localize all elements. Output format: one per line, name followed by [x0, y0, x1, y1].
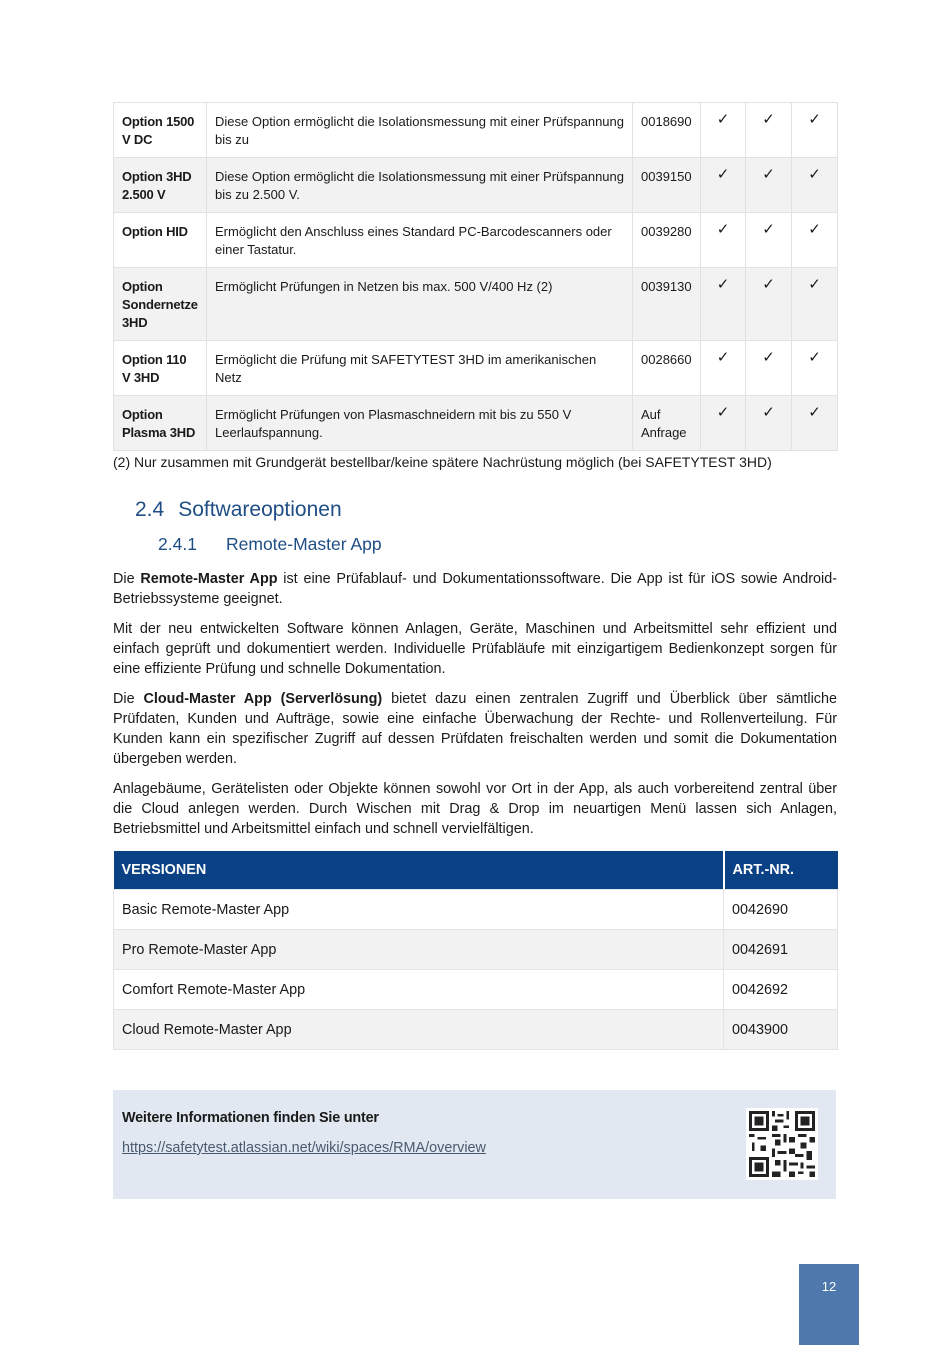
- table-row: [114, 890, 838, 930]
- paragraph-text: Die: [113, 691, 144, 707]
- section-heading: [135, 498, 837, 522]
- check-icon: ✓: [792, 213, 838, 268]
- version-name: Basic Remote-Master App: [114, 890, 724, 930]
- check-icon: ✓: [746, 103, 792, 158]
- check-icon: ✓: [701, 158, 746, 213]
- page-content: [113, 102, 837, 1050]
- check-icon: ✓: [701, 268, 746, 341]
- option-description: Diese Option ermöglicht die Isolationsmessung mit einer Prüfspannung bis zu: [207, 103, 633, 158]
- check-icon: ✓: [701, 341, 746, 396]
- option-name: Option Sondernetze 3HD: [114, 268, 207, 341]
- subsection-number: 2.4.1: [158, 534, 197, 554]
- check-icon: ✓: [746, 341, 792, 396]
- paragraph-intro: [113, 569, 837, 609]
- check-icon: ✓: [792, 103, 838, 158]
- check-icon: ✓: [792, 341, 838, 396]
- article-number: 0039280: [633, 213, 701, 268]
- option-name: Option 1500 V DC: [114, 103, 207, 158]
- info-box: [113, 1090, 836, 1199]
- paragraph-text: ist eine Prüfablauf- und Dokumentationssoftware. Die App ist für iOS sowie Android-Betriebssysteme geeignet.: [113, 571, 837, 607]
- table-row: [114, 1010, 838, 1050]
- info-link[interactable]: https://safetytest.atlassian.net/wiki/spaces/RMA/overview: [122, 1140, 486, 1156]
- table-row: [114, 268, 838, 341]
- paragraph-text: bietet dazu einen zentralen Zugriff und Überblick über sämtliche Prüfdaten, Kunden und Aufträge, sowie eine einfache Überwachung der Rechte- und Rollenverteilung. Für Kunden kann ein spezifischer Zugriff auf dessen Prüfdaten freischalten werden und somit die Dokumentation übergeben werden.: [113, 691, 838, 767]
- check-icon: ✓: [701, 103, 746, 158]
- option-description: Ermöglicht Prüfungen in Netzen bis max. 500 V/400 Hz (2): [207, 268, 633, 341]
- option-name: Option 3HD 2.500 V: [114, 158, 207, 213]
- article-number: 0028660: [633, 341, 701, 396]
- info-title: Weitere Informationen finden Sie unter: [122, 1110, 379, 1126]
- option-name: Option HID: [114, 213, 207, 268]
- option-description: Diese Option ermöglicht die Isolationsmessung mit einer Prüfspannung bis zu 2.500 V.: [207, 158, 633, 213]
- page-number: 12: [821, 1279, 837, 1294]
- footnote: (2) Nur zusammen mit Grundgerät bestellbar/keine spätere Nachrüstung möglich (bei SAFETYTEST 3HD): [113, 454, 772, 470]
- check-icon: ✓: [746, 396, 792, 451]
- article-number: 0043900: [724, 1010, 838, 1050]
- table-row: [114, 213, 838, 268]
- version-name: Comfort Remote-Master App: [114, 970, 724, 1010]
- section-number: 2.4: [135, 498, 165, 521]
- paragraph-text: Die: [113, 571, 141, 587]
- paragraph-structures: Anlagebäume, Gerätelisten oder Objekte können sowohl vor Ort in der App, als auch vorbereitend zentral über die Cloud anlegen werden. Durch Wischen mit Drag & Drop im neuartigen Menü lassen sich Anlagen, Betriebsmittel und Arbeitsmittel einfach und schnell vervielfältigen.: [113, 781, 837, 837]
- check-icon: ✓: [746, 213, 792, 268]
- options-table: [113, 102, 838, 451]
- check-icon: ✓: [746, 268, 792, 341]
- subsection-heading: [158, 534, 837, 555]
- check-icon: ✓: [746, 158, 792, 213]
- check-icon: ✓: [792, 158, 838, 213]
- product-name: Remote-Master App: [140, 571, 278, 587]
- check-icon: ✓: [701, 396, 746, 451]
- article-number: 0042690: [724, 890, 838, 930]
- check-icon: ✓: [792, 396, 838, 451]
- table-row: [114, 341, 838, 396]
- option-name: Option Plasma 3HD: [114, 396, 207, 451]
- option-description: Ermöglicht den Anschluss eines Standard PC-Barcodescanners oder einer Tastatur.: [207, 213, 633, 268]
- article-number: 0039150: [633, 158, 701, 213]
- section-title: Softwareoptionen: [178, 498, 342, 521]
- version-name: Pro Remote-Master App: [114, 930, 724, 970]
- column-header-article: ART.-NR.: [724, 851, 838, 890]
- table-row: [114, 970, 838, 1010]
- article-number: 0039130: [633, 268, 701, 341]
- check-icon: ✓: [792, 268, 838, 341]
- table-row: [114, 158, 838, 213]
- article-number: 0042691: [724, 930, 838, 970]
- subsection-title: Remote-Master App: [226, 534, 382, 554]
- versions-table: [113, 851, 838, 1050]
- paragraph-software: Mit der neu entwickelten Software können Anlagen, Geräte, Maschinen und Arbeitsmittel sehr effizient und einfach geprüft und dokumentiert werden. Individuelle Prüfabläufe mit einzigartigem Bedienkonzept sorgen für eine effiziente Prüfung und schnelle Dokumentation.: [113, 621, 837, 677]
- option-name: Option 110 V 3HD: [114, 341, 207, 396]
- option-description: Ermöglicht Prüfungen von Plasmaschneidern mit bis zu 550 V Leerlaufspannung.: [207, 396, 633, 451]
- product-name: Cloud-Master App (Serverlösung): [143, 691, 383, 707]
- version-name: Cloud Remote-Master App: [114, 1010, 724, 1050]
- table-row: [114, 396, 838, 451]
- option-description: Ermöglicht die Prüfung mit SAFETYTEST 3HD im amerikanischen Netz: [207, 341, 633, 396]
- page-number-tab: [799, 1264, 859, 1345]
- check-icon: ✓: [701, 213, 746, 268]
- table-row: [114, 930, 838, 970]
- paragraph-cloud: [113, 689, 837, 769]
- article-number: 0018690: [633, 103, 701, 158]
- qr-code-icon: [746, 1108, 818, 1180]
- table-header-row: [114, 851, 838, 890]
- table-row: [114, 103, 838, 158]
- article-number: 0042692: [724, 970, 838, 1010]
- article-number: Auf Anfrage: [633, 396, 701, 451]
- column-header-versions: VERSIONEN: [114, 851, 724, 890]
